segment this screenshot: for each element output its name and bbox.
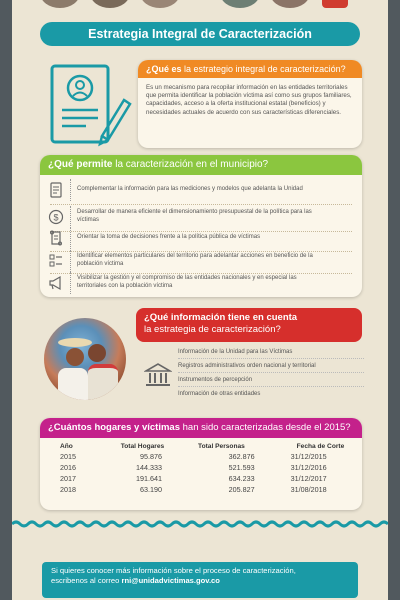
table-cell: 634.233 bbox=[228, 474, 255, 483]
divider bbox=[50, 204, 352, 205]
que-permite-card bbox=[40, 155, 362, 297]
top-photo-circle bbox=[270, 0, 310, 8]
top-photo-circle bbox=[220, 0, 260, 8]
photo-person bbox=[66, 348, 84, 366]
cuantos-table bbox=[40, 442, 362, 495]
item-divider bbox=[70, 206, 71, 228]
informacion-item: Registros administrativos orden nacional y territorial bbox=[178, 359, 364, 373]
cuantos-table-wrap bbox=[40, 442, 362, 495]
table-cell: 31/08/2018 bbox=[290, 485, 327, 494]
scroll-icon bbox=[48, 230, 64, 246]
table-row bbox=[40, 462, 362, 473]
checklist-icon bbox=[48, 253, 64, 269]
que-permite-item bbox=[40, 179, 362, 201]
que-permite-text: Orientar la toma de decisiones frente a la política pública de víctimas bbox=[77, 234, 261, 241]
footer-prefix: escribenos al correo bbox=[51, 576, 120, 585]
email-link[interactable]: rni@unidadvictimas.gov.co bbox=[121, 576, 220, 585]
que-permite-item bbox=[40, 227, 362, 249]
table-cell: 362.876 bbox=[228, 452, 255, 461]
top-photo-circle bbox=[140, 0, 180, 8]
item-divider bbox=[70, 272, 71, 294]
table-cell: 63.190 bbox=[140, 485, 163, 494]
svg-text:$: $ bbox=[53, 212, 59, 223]
item-divider bbox=[70, 250, 71, 272]
que-es-heading: ¿Qué es la estrategio integral de caracterización? bbox=[138, 60, 362, 78]
table-cell: 2015 bbox=[60, 452, 76, 461]
table-cell: 144.333 bbox=[136, 463, 163, 472]
item-divider bbox=[70, 179, 71, 201]
table-cell: 521.593 bbox=[228, 463, 255, 472]
top-red-tab bbox=[322, 0, 348, 8]
que-es-text: Es un mecanismo para recopilar información en las entidades territoriales que permita identificar la población víctima así como sus grupos familiares, capacidades, acceso a la oferta institucional estatal (beneficios) y necesidades actuales de acuerdo con sus características diferenciales. bbox=[146, 84, 352, 116]
photo-person bbox=[58, 368, 88, 400]
page-title: Estrategia Integral de Caracterización bbox=[40, 22, 360, 46]
top-photo-circle bbox=[40, 0, 80, 8]
informacion-item: Información de la Unidad para las Víctimas bbox=[178, 345, 364, 359]
table-cell: 2016 bbox=[60, 463, 76, 472]
table-cell: 95.876 bbox=[140, 452, 163, 461]
que-permite-item bbox=[40, 272, 362, 294]
table-row bbox=[40, 484, 362, 495]
table-row bbox=[40, 451, 362, 462]
footer-line bbox=[51, 576, 358, 586]
document-icon bbox=[48, 182, 64, 198]
que-permite-text: Desarrollar de manera eficiente el dimensionamiento presupuestal de la política para las víctimas bbox=[77, 209, 312, 223]
table-row bbox=[40, 473, 362, 484]
que-es-card bbox=[138, 60, 362, 148]
dollar-icon bbox=[48, 209, 64, 225]
cuantos-card bbox=[40, 418, 362, 510]
table-cell: 31/12/2015 bbox=[290, 452, 327, 461]
column-header: Total Hogares bbox=[120, 443, 165, 450]
table-cell: 31/12/2016 bbox=[290, 463, 327, 472]
footer-contact bbox=[42, 562, 358, 598]
megaphone-icon bbox=[48, 275, 64, 291]
photo-person bbox=[88, 364, 118, 400]
document-profile-icon bbox=[42, 60, 134, 152]
table-header-row bbox=[40, 442, 362, 451]
decorative-wave bbox=[12, 520, 388, 528]
table-cell: 31/12/2017 bbox=[290, 474, 327, 483]
informacion-item: Instrumentos de percepción bbox=[178, 373, 364, 387]
photo-person bbox=[88, 344, 106, 362]
cuantos-heading: ¿Cuántos hogares y víctimas han sido caracterizadas desde el 2015? bbox=[40, 418, 362, 438]
table-cell: 191.641 bbox=[136, 474, 163, 483]
item-divider bbox=[70, 227, 71, 249]
bank-icon bbox=[144, 362, 172, 388]
que-permite-item bbox=[40, 206, 362, 228]
right-border bbox=[388, 0, 400, 600]
que-permite-text: Identificar elementos particulares del territorio para adelantar acciones en beneficio de la población víctima bbox=[77, 253, 313, 267]
column-header: Año bbox=[60, 443, 73, 450]
footer-line: Si quieres conocer más información sobre el proceso de caracterización, bbox=[51, 566, 296, 575]
top-photo-strip bbox=[40, 0, 360, 12]
informacion-list bbox=[178, 345, 364, 401]
que-permite-item bbox=[40, 250, 362, 272]
top-photo-circle bbox=[90, 0, 130, 8]
que-informacion-heading: ¿Qué información tiene en cuenta la estrategia de caracterización? bbox=[136, 308, 362, 342]
que-permite-text: Complementar la información para las mediciones y modelos que adelanta la Unidad bbox=[77, 186, 303, 193]
column-header: Total Personas bbox=[198, 443, 245, 450]
que-permite-text: Visibilizar la gestión y el compromiso de las entidades nacionales y en especial las territoriales con la población víctima bbox=[77, 275, 297, 289]
left-border bbox=[0, 0, 12, 600]
table-cell: 2018 bbox=[60, 485, 76, 494]
victims-photo bbox=[44, 318, 126, 400]
table-cell: 2017 bbox=[60, 474, 76, 483]
table-cell: 205.827 bbox=[228, 485, 255, 494]
photo-hat bbox=[58, 338, 92, 347]
que-permite-heading: ¿Qué permite la caracterización en el municipio? bbox=[40, 155, 362, 175]
informacion-item: Información de otras entidades bbox=[178, 391, 261, 397]
column-header: Fecha de Corte bbox=[296, 443, 345, 450]
